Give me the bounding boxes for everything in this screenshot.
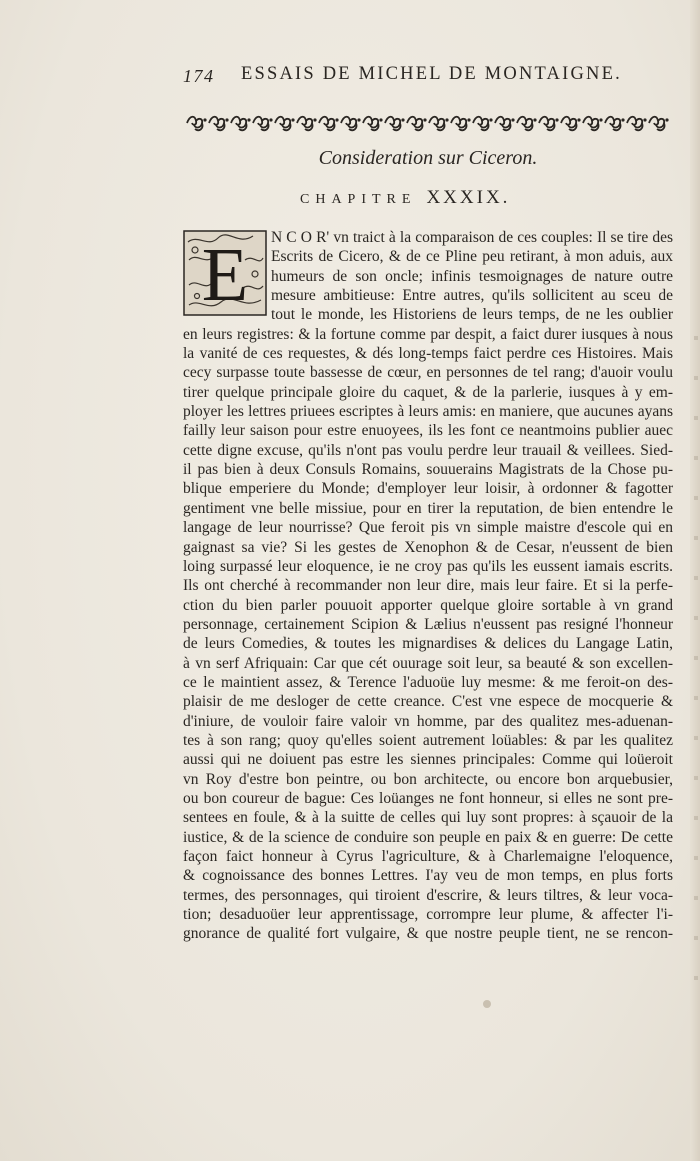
text-line: il pas bien à deux Consuls Romains, souuerains Magistrats de la Chose pu- xyxy=(183,461,673,479)
fleuron-icon xyxy=(319,117,339,130)
text-line: iustice, & de la science de conduire son peuple en paix & en guerre: De cette xyxy=(183,828,673,846)
text-line: loing surpassé leur eloquence, ie ne croy pas qu'ils les eussent iamais escrits. xyxy=(183,557,673,575)
fleuron-icon xyxy=(605,117,625,130)
page-number: 174 xyxy=(183,66,215,86)
fleuron-icon xyxy=(451,117,471,130)
chapter-number: XXXIX. xyxy=(426,187,511,208)
fleuron-icon xyxy=(583,117,603,130)
text-line: à vn serf Afriquain: Car que cét ouurage soit leur, sa beauté & son excellen- xyxy=(183,654,673,672)
page-edge-marks xyxy=(694,300,698,1000)
fleuron-icon xyxy=(429,117,449,130)
text-line: blique emperiere du Monde; d'employer leur loisir, à ordonner & fagotter xyxy=(183,480,673,498)
fleuron-icon xyxy=(495,117,515,130)
text-line: Escrits de Cicero, & de ce Pline peu retirant, à mon aduis, aux xyxy=(271,248,673,266)
fleuron-icon xyxy=(341,117,361,130)
chapter-heading xyxy=(300,187,510,209)
fleuron-icon xyxy=(407,117,427,130)
body-text xyxy=(183,228,673,944)
text-line: gaignast sa vie? Si les gestes de Xenophon & de Cesar, n'eussent de bien xyxy=(183,538,673,556)
text-line: tirer quelque principale gloire du caquet, & de la parlerie, iusques à y em- xyxy=(183,383,673,401)
text-line: d'iniure, de vouloir faire valoir vn homme, par des qualitez mes-aduenan- xyxy=(183,712,673,730)
fleuron-icon xyxy=(209,117,229,130)
text-line: termes, des personnages, qui tiroient d'escrire, & leurs tiltres, & leur voca- xyxy=(183,886,673,904)
text-line: plaisir de me desloger de cette creance. C'est vne espece de mocquerie & xyxy=(183,693,673,711)
text-line: tout le monde, les Historiens de leurs temps, de ne les oublier xyxy=(271,306,673,324)
text-line: tion; desaduoüer leur apprentissage, corrompre leur plume, & affecter l'i- xyxy=(183,906,673,924)
text-line: gnorance de qualité fort vulgaire, & que nostre peuple tient, ne se rencon- xyxy=(183,925,673,943)
text-line: Ils ont cherché à recommander non leur dire, mais leur faire. Et si la perfe- xyxy=(183,577,673,595)
text-line: de leurs Comedies, & toutes les mignardises & delices du Langage Latin, xyxy=(183,635,673,653)
text-line: ction du bien parler pouuoit apporter quelque gloire sortable à vn grand xyxy=(183,596,673,614)
text-line: failly leur saison pour estre enuoyees, ils les font ce neantmoins publier auec xyxy=(183,422,673,440)
text-line: ce le maintient assez, & Terence l'aduoüe luy mesme: & me feroit-on des- xyxy=(183,673,673,691)
text-line: mesure ambitieuse: Entre autres, qu'ils sollicitent au sceu de xyxy=(271,287,673,305)
fleuron-icon xyxy=(231,117,251,130)
fleuron-icon xyxy=(539,117,559,130)
running-title: ESSAIS DE MICHEL DE MONTAIGNE. xyxy=(241,64,622,84)
chapter-label: CHAPITRE xyxy=(300,192,417,207)
text-line: gentiment vne belle missiue, pour en tirer la reputation, de bien entendre le xyxy=(183,499,673,517)
text-line: façon faict honneur à Cyrus l'agriculture, & à Charlemaigne l'eloquence, xyxy=(183,848,673,865)
fleuron-icon xyxy=(561,117,581,130)
fleuron-icon xyxy=(363,117,383,130)
text-line: la vanité de ces requestes, & dés long-temps faict perdre ces Histoires. Mais xyxy=(183,345,673,363)
fleuron-icon xyxy=(275,117,295,130)
fleuron-icon xyxy=(473,117,493,130)
fleuron-icon xyxy=(627,117,647,130)
text-line: tes à son rang; quoy qu'elles soient autrement loüables: & par les qualitez xyxy=(183,731,673,749)
text-line: cecy surpasse toute bassesse de cœur, en personnes de tel rang; d'auoir voulu xyxy=(183,364,673,382)
text-line: personnage, certainement Scipion & Lælius n'eussent pas resigné l'honneur xyxy=(183,615,673,633)
fleuron-icon xyxy=(297,117,317,130)
text-line: ou bon coureur de bague: Ces loüanges ne font honneur, si elles ne sont pre- xyxy=(183,789,673,807)
text-line: sentees en foule, & à la suitte de celles qui luy sont propres: à sçauoir de la xyxy=(183,809,673,827)
chapter-subtitle: Consideration sur Ciceron. xyxy=(318,147,538,169)
fleuron-icon xyxy=(385,117,405,130)
text-line: cette digne excuse, qu'ils n'ont pas voulu perdre leur trauail & veillees. Sied- xyxy=(183,441,673,459)
running-header xyxy=(183,62,633,90)
text-line: & cognoissance des bonnes Lettres. I'ay veu de mon temps, en plus forts xyxy=(183,867,673,885)
fleuron-icon xyxy=(187,117,207,130)
text-line: vn Roy d'estre bon peintre, ou bon architecte, ou encore bon arquebusier, xyxy=(183,770,673,788)
text-line: en leurs registres: & la fortune comme par despit, a faict durer iusques à nous xyxy=(183,325,673,343)
text-line: langage de leur nourrisse? Que feroit pis vn simple maistre d'escole qui en xyxy=(183,519,673,537)
fleuron-icon xyxy=(253,117,273,130)
fleuron-icon xyxy=(649,117,669,130)
text-line: N C O R' vn traict à la comparaison de ces couples: Il se tire des xyxy=(271,229,673,246)
text-line: humeurs de son oncle; infinis tesmoignages de nature outre xyxy=(271,267,673,285)
text-line: ployer les lettres priuees escriptes à leurs amis: en maniere, que aucunes ayans xyxy=(183,403,673,421)
text-line: aussi qui ne doiuent pas estre les siennes principales: Comme qui loüeroit xyxy=(183,751,673,769)
dropcap-letter: E xyxy=(201,233,249,316)
fleuron-icon xyxy=(517,117,537,130)
fleuron-band-icon xyxy=(183,112,673,134)
paper-speck xyxy=(483,1000,491,1008)
